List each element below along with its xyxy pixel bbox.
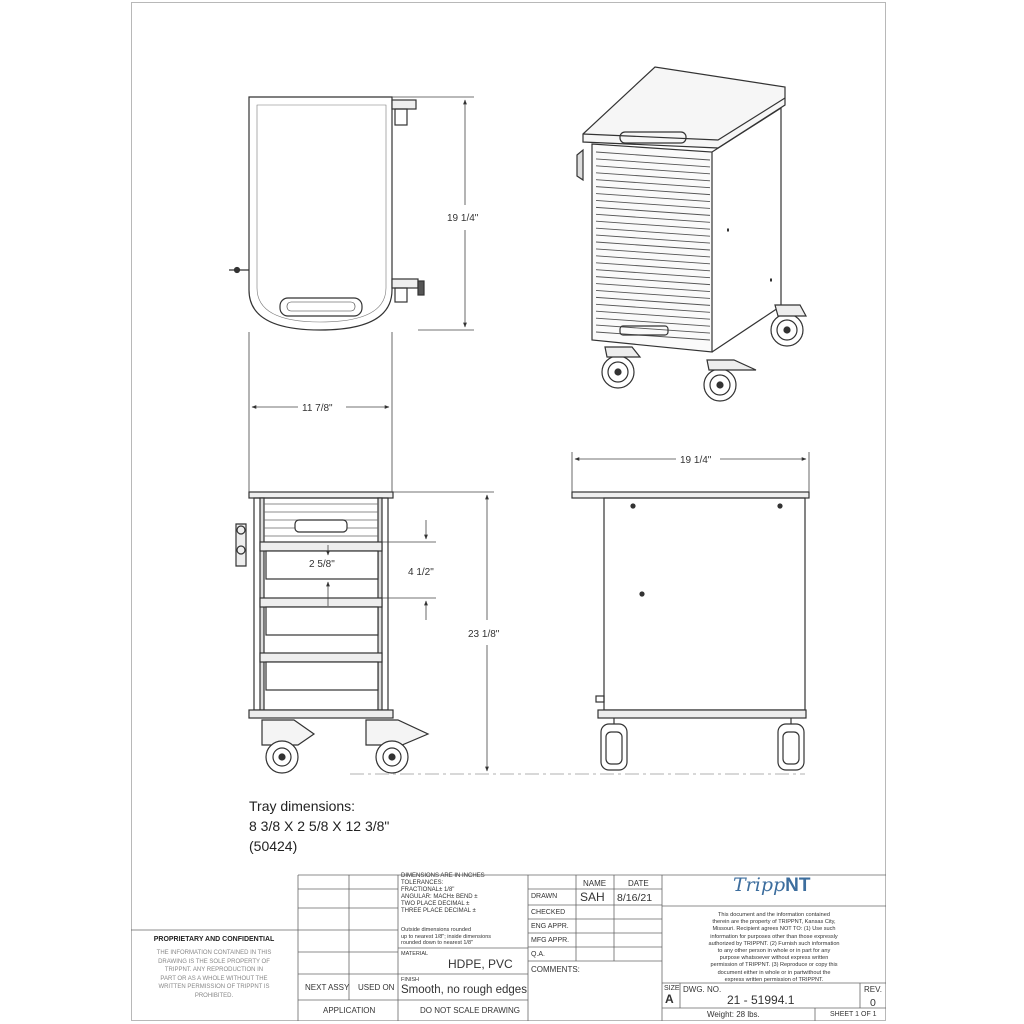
application-label: APPLICATION	[323, 1006, 376, 1015]
rounding-line: up to nearest 1/8"; inside dimensions	[401, 933, 492, 940]
tolerance-line: TWO PLACE DECIMAL ±	[401, 901, 470, 907]
do-not-scale: DO NOT SCALE DRAWING	[420, 1006, 521, 1015]
logo-bold: NT	[785, 875, 811, 896]
legal-line: to any other person in whole or in part for any	[717, 948, 831, 955]
legal-line: express written permission of TRIPPNT.	[724, 976, 824, 983]
front-view	[236, 492, 428, 773]
legal-line: therein are the property of TRIPPNT, Kansas City,	[712, 919, 836, 926]
dim-tray-inner: 2 5/8"	[309, 559, 335, 570]
checked-label: CHECKED	[531, 909, 566, 916]
material-label: MATERIAL	[401, 951, 429, 957]
proprietary-line: THE INFORMATION CONTAINED IN THIS	[156, 950, 272, 956]
drawn-date: 8/16/21	[617, 892, 653, 904]
date-column-header: DATE	[628, 879, 649, 888]
tolerance-line: THREE PLACE DECIMAL ±	[401, 908, 476, 914]
tray-note-part: (50424)	[249, 838, 298, 854]
isometric-view	[577, 67, 806, 401]
dim-overall-height: 23 1/8"	[468, 629, 500, 640]
size-value: A	[665, 992, 674, 1006]
material-value: HDPE, PVC	[448, 957, 513, 971]
dwg-no-value: 21 - 51994.1	[727, 993, 795, 1007]
rounding-note	[401, 927, 491, 947]
tray-note	[249, 796, 389, 856]
finish-label: FINISH	[401, 977, 420, 983]
eng-appr-label: ENG APPR.	[531, 923, 569, 930]
proprietary-line: DRAWING IS THE SOLE PROPERTY OF	[158, 958, 270, 965]
legal-line: This document and the information contained	[718, 912, 830, 918]
tolerance-line: DIMENSIONS ARE IN INCHES	[401, 873, 485, 879]
legal-line: purpose whatsoever without express written	[719, 955, 829, 962]
proprietary-body	[148, 949, 280, 1000]
dim-top-width: 11 7/8"	[302, 403, 333, 414]
finish-value: Smooth, no rough edges	[401, 984, 527, 996]
mfg-appr-label: MFG APPR.	[531, 937, 570, 944]
weight-value: Weight: 28 lbs.	[707, 1010, 760, 1019]
proprietary-line: TRIPPNT. ANY REPRODUCTION IN	[164, 967, 264, 973]
logo-script: Tripp	[733, 874, 786, 896]
dim-tray-pitch: 4 1/2"	[408, 567, 434, 578]
comments-label: COMMENTS:	[531, 965, 580, 974]
tolerance-line: FRACTIONAL± 1/8"	[401, 887, 455, 893]
dim-side-width: 19 1/4"	[680, 455, 712, 466]
proprietary-line: PART OR AS A WHOLE WITHOUT THE	[160, 975, 268, 982]
next-assy-label: NEXT ASSY	[305, 983, 350, 992]
top-view	[229, 97, 424, 330]
tray-note-title: Tray dimensions:	[249, 798, 356, 814]
name-column-header: NAME	[583, 879, 607, 888]
legal-line: information for purposes other than those expressly	[710, 933, 838, 940]
rev-value: 0	[870, 997, 876, 1009]
proprietary-heading: PROPRIETARY AND CONFIDENTIAL	[153, 936, 275, 943]
proprietary-line: WRITTEN PERMISSION OF TRIPPNT IS	[158, 984, 270, 990]
drawn-label: DRAWN	[531, 893, 558, 900]
legal-line: authorized by TRIPPNT. (2) Furnish such information	[708, 940, 840, 947]
legal-line: permission of TRIPPNT. (3) Reproduce or copy this	[710, 962, 838, 969]
qa-label: Q.A.	[531, 951, 546, 958]
dim-top-depth: 19 1/4"	[447, 213, 479, 224]
sheet-number: SHEET 1 OF 1	[830, 1011, 877, 1018]
tolerances-block	[401, 873, 485, 915]
rev-label: REV.	[864, 985, 882, 994]
proprietary-line: PROHIBITED.	[194, 992, 234, 999]
tray-note-size: 8 3/8 X 2 5/8 X 12 3/8"	[249, 818, 390, 834]
rounding-line: rounded down to nearest 1/8"	[401, 940, 473, 946]
legal-line: document either in whole or in partwithout the	[717, 969, 831, 976]
tolerance-line: TOLERANCES:	[401, 880, 444, 886]
used-on-label: USED ON	[358, 983, 395, 992]
side-view	[572, 492, 809, 770]
rounding-line: Outside dimensions rounded	[401, 927, 472, 933]
size-label: SIZE	[664, 985, 680, 992]
dwg-no-label: DWG. NO.	[683, 985, 722, 994]
tolerance-line: ANGULAR: MACH± BEND ±	[401, 894, 478, 900]
legal-notice	[665, 912, 883, 984]
trippnt-logo	[733, 874, 811, 897]
legal-line: Missouri. Recipient agrees NOT TO: (1) Use such	[712, 926, 836, 933]
proprietary-notice	[148, 936, 280, 1000]
drawn-name: SAH	[580, 890, 605, 904]
